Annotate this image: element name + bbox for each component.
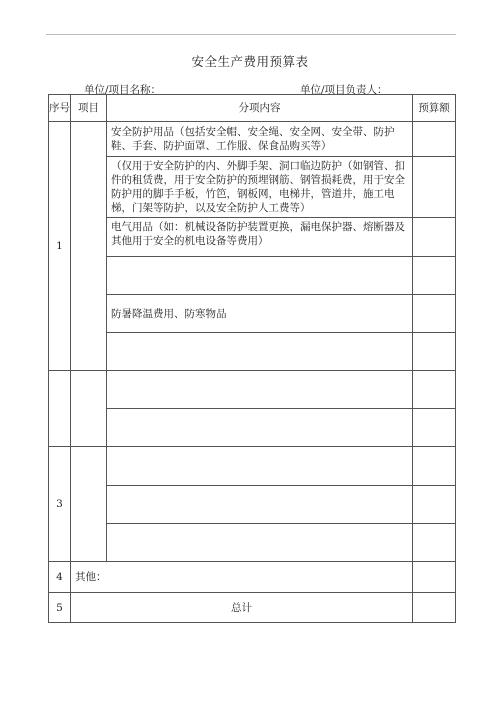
top-rule xyxy=(46,34,456,35)
table-row xyxy=(49,122,456,157)
seq-cell-2 xyxy=(49,371,71,447)
budget-cell xyxy=(413,371,456,409)
budget-cell xyxy=(413,562,456,593)
budget-cell xyxy=(413,157,456,218)
content-cell xyxy=(107,486,413,524)
total-label: 总计 xyxy=(71,593,413,623)
content-cell xyxy=(107,524,413,562)
content-cell xyxy=(107,333,413,371)
seq-cell-1: 1 xyxy=(49,122,71,371)
budget-cell xyxy=(413,257,456,295)
table-row xyxy=(49,295,456,333)
content-cell: 电气用品（如：机械设备防护装置更换，漏电保护器、熔断器及其他用于安全的机电设备等费用） xyxy=(107,218,413,257)
table-row xyxy=(49,447,456,486)
seq-cell-3: 3 xyxy=(49,447,71,562)
other-label: 其他： xyxy=(71,562,413,593)
table-row xyxy=(49,257,456,295)
content-cell: （仅用于安全防护的内、外脚手架、洞口临边防护（如钢管、扣件的租赁费，用于安全防护的预埋钢筋、钢管损耗费，用于安全防护用的脚手手板，竹笆，钢板网，电梯井，管道井，施工电梯，门架等防护，以及安全防护人工费等） xyxy=(107,157,413,218)
other-row xyxy=(49,562,456,593)
content-cell xyxy=(107,409,413,447)
seq-cell-4: 4 xyxy=(49,562,71,593)
table-row xyxy=(49,371,456,409)
content-cell xyxy=(107,257,413,295)
budget-cell xyxy=(413,295,456,333)
header-seq: 序号 xyxy=(49,95,71,122)
table-row xyxy=(49,218,456,257)
unit-name-label: 单位/项目名称： xyxy=(84,84,162,96)
budget-cell xyxy=(413,593,456,623)
budget-cell xyxy=(413,333,456,371)
header-content: 分项内容 xyxy=(107,95,413,122)
budget-table xyxy=(48,94,456,623)
table-row xyxy=(49,524,456,562)
budget-cell xyxy=(413,409,456,447)
budget-cell xyxy=(413,122,456,157)
budget-cell xyxy=(413,524,456,562)
header-row xyxy=(49,95,456,122)
content-cell xyxy=(107,371,413,409)
table-row xyxy=(49,157,456,218)
table-row xyxy=(49,409,456,447)
content-cell xyxy=(107,447,413,486)
header-budget: 预算额 xyxy=(413,95,456,122)
content-cell: 安全防护用品（包括安全帽、安全绳、安全网、安全带、防护鞋、手套、防护面罩、工作服、保食品购买等） xyxy=(107,122,413,157)
table-row xyxy=(49,486,456,524)
budget-cell xyxy=(413,447,456,486)
item-cell-3 xyxy=(71,447,107,562)
budget-cell xyxy=(413,486,456,524)
document-title: 安全生产费用预算表 xyxy=(191,54,309,69)
seq-cell-5: 5 xyxy=(49,593,71,623)
project-manager-label: 单位/项目负责人： xyxy=(300,84,388,96)
budget-cell xyxy=(413,218,456,257)
header-item: 项目 xyxy=(71,95,107,122)
table-row xyxy=(49,333,456,371)
item-cell-1 xyxy=(71,122,107,371)
item-cell-2 xyxy=(71,371,107,447)
total-row xyxy=(49,593,456,623)
content-cell: 防暑降温费用、防寒物品 xyxy=(107,295,413,333)
